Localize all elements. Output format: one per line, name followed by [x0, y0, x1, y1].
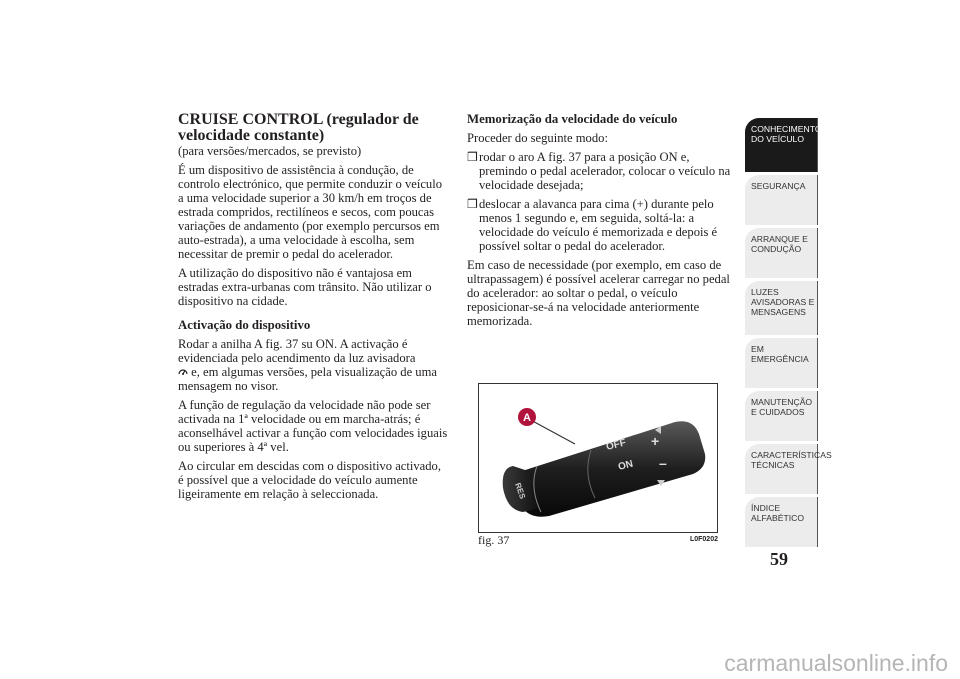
paragraph-intro: É um dispositivo de assistência à condução, de controlo electrónico, que permite conduzir o veículo a uma velocidade superior a 30 km/h em troços de estrada compridos, rectilíneos e secos, com poucas variações de andamento (por exemplo percursos em auto-estrada), a uma velocidade à escolha, sem necessitar de premir o pedal do acelerador.	[178, 163, 443, 261]
figure-caption-row	[478, 533, 718, 548]
section-subtitle: (para versões/mercados, se previsto)	[178, 144, 362, 158]
tab-label: SEGURANÇA	[751, 181, 806, 191]
paragraph-usage: A utilização do dispositivo não é vantajosa em estradas extra-urbanas com trânsito. Não utilizar o dispositivo na cidade.	[178, 266, 432, 308]
checkbox-bullet-icon: ❒	[467, 150, 478, 164]
figure-caption: fig. 37	[478, 533, 510, 547]
minus-label: –	[659, 455, 667, 471]
tab-label: MANUTENÇÃO E CUIDADOS	[751, 397, 813, 417]
tab-arranque[interactable]	[745, 228, 818, 278]
plus-label: +	[651, 433, 660, 449]
memorize-heading: Memorização da velocidade do veículo	[467, 112, 678, 126]
lever-illustration	[479, 384, 717, 532]
tab-manutencao[interactable]	[745, 391, 818, 441]
paragraph-activation	[178, 337, 448, 393]
lever-body	[519, 421, 705, 517]
off-label: OFF	[605, 437, 628, 453]
activation-heading: Activação do dispositivo	[178, 318, 311, 332]
left-column	[178, 112, 448, 501]
res-label: RES	[513, 481, 528, 501]
speedometer-warning-icon	[178, 367, 188, 377]
tab-label: LUZES AVISADORAS E MENSAGENS	[751, 287, 815, 317]
tab-caracteristicas[interactable]	[745, 444, 832, 494]
tab-indice[interactable]	[745, 497, 818, 547]
watermark: carmanualsonline.info	[724, 650, 948, 676]
checkbox-bullet-icon: ❒	[467, 197, 478, 211]
tab-label: CARACTERÍSTICAS TÉCNICAS	[751, 450, 832, 470]
paragraph-gear: A função de regulação da velocidade não pode ser activada na 1ª velocidade ou em marcha-atrás; é aconselhável activar a função com velocidades iguais ou superiores à 4ª vel.	[178, 398, 448, 454]
tab-label: CONHECIMENTO DO VEÍCULO	[751, 124, 822, 144]
tab-luzes[interactable]	[745, 281, 818, 335]
paragraph-activation-a: Rodar a anilha A fig. 37 su ON. A activação é evidenciada pelo acendimento da luz avisadora	[178, 337, 416, 365]
list-item	[467, 150, 739, 192]
cruise-control-lever-figure	[478, 383, 718, 533]
section-title: CRUISE CONTROL (regulador de velocidade constante)	[178, 111, 419, 144]
tab-conhecimento[interactable]	[745, 118, 822, 172]
list-item	[467, 197, 739, 253]
procedure-intro: Proceder do seguinte modo:	[467, 131, 608, 145]
tab-emergencia[interactable]	[745, 338, 818, 388]
tab-label: ARRANQUE E CONDUÇÃO	[751, 234, 808, 254]
figure-code: L0F0202	[689, 536, 718, 543]
paragraph-activation-b: e, em algumas versões, pela visualização de uma mensagem no visor.	[178, 365, 437, 393]
bullet-text-2: deslocar a alavanca para cima (+) durante pelo menos 1 segundo e, em seguida, soltá-la: a velocidade do veículo é memorizada e depois é possível soltar o pedal do acelerador.	[479, 197, 718, 253]
page-number: 59	[770, 549, 788, 569]
tab-label: ÍNDICE ALFABÉTICO	[751, 503, 805, 523]
on-label: ON	[617, 458, 635, 473]
paragraph-descent: Ao circular em descidas com o dispositivo activado, é possível que a velocidade do veículo aumente ligeiramente em relação à seleccionada.	[178, 459, 441, 501]
callout-a-label: A	[523, 412, 531, 424]
tab-label: EM EMERGÊNCIA	[751, 344, 809, 364]
tab-seguranca[interactable]	[745, 175, 818, 225]
paragraph-overtaking: Em caso de necessidade (por exemplo, em caso de ultrapassagem) é possível acelerar carregar no pedal do acelerador: ao soltar o pedal, o veículo reposicionar-se-á na velocidade anteriormente memorizada.	[467, 258, 730, 328]
chapter-tabs	[745, 118, 832, 550]
right-column	[467, 112, 739, 328]
bullet-text-1: rodar o aro A fig. 37 para a posição ON e, premindo o pedal acelerador, colocar o veículo na velocidade desejada;	[479, 150, 731, 192]
